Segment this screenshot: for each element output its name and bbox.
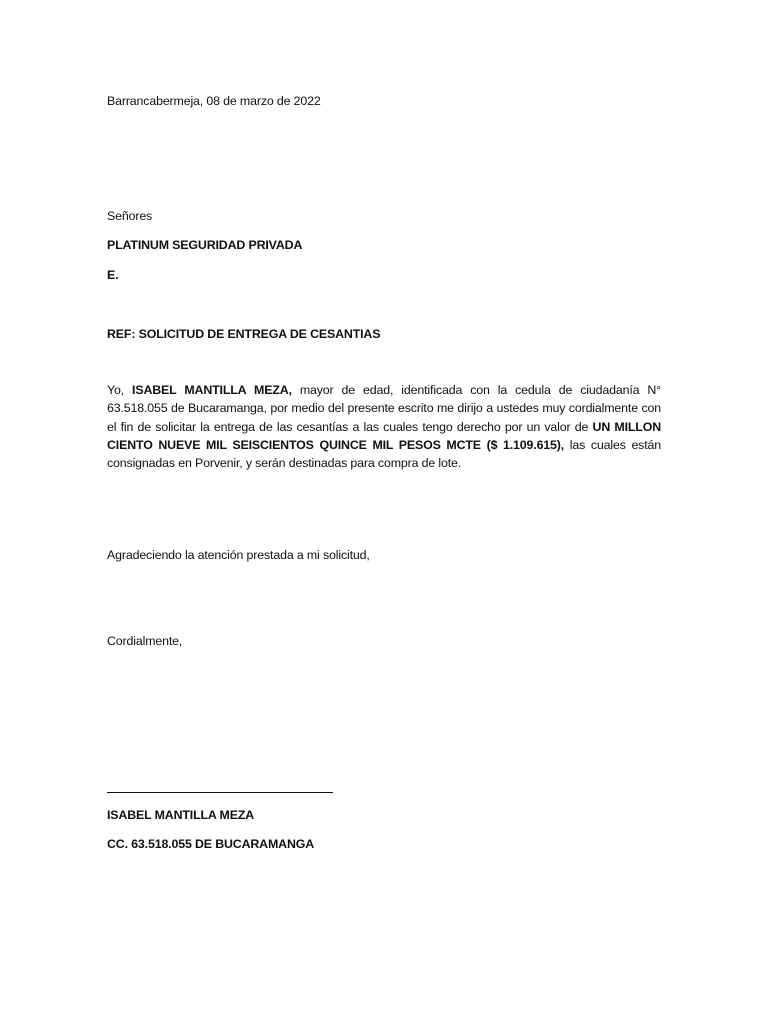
signature-id: CC. 63.518.055 DE BUCARAMANGA: [107, 837, 315, 851]
body-intro: Yo,: [107, 383, 133, 397]
recipient-company: PLATINUM SEGURIDAD PRIVADA: [107, 238, 303, 252]
thanks-line: Agradeciendo la atención prestada a mi solicitud,: [107, 548, 370, 562]
recipient-city: E.: [107, 268, 119, 282]
body-amount: UN MILLON CIENTO NUEVE MIL SEISCIENTOS QUINCE MIL PESOS MCTE ($ 1.109.615): [107, 419, 661, 452]
signature-line: [107, 792, 333, 793]
reference-line: REF: SOLICITUD DE ENTREGA DE CESANTIAS: [107, 327, 381, 341]
signature-name: ISABEL MANTILLA MEZA: [107, 808, 255, 822]
salutation: Señores: [107, 209, 153, 223]
date-line: Barrancabermeja, 08 de marzo de 2022: [107, 94, 321, 108]
body-text-2: las cuales están consignadas en Porvenir, y serán destinadas para compra de lote.: [107, 437, 662, 471]
body-paragraph: [107, 381, 661, 472]
closing-line: Cordialmente,: [107, 634, 183, 648]
body-text-1: mayor de edad, identificada con la cedula de ciudadanía N° 63.518.055 de Bucaramanga, por medio del presente escrito me dirijo a ustedes muy cordialmente con el fin de solicitar la entrega de las cesantías a las cuales tengo derecho por un valor de: [107, 383, 661, 434]
body-name: ISABEL MANTILLA MEZA,: [132, 383, 292, 397]
body-comma: ,: [560, 437, 565, 452]
